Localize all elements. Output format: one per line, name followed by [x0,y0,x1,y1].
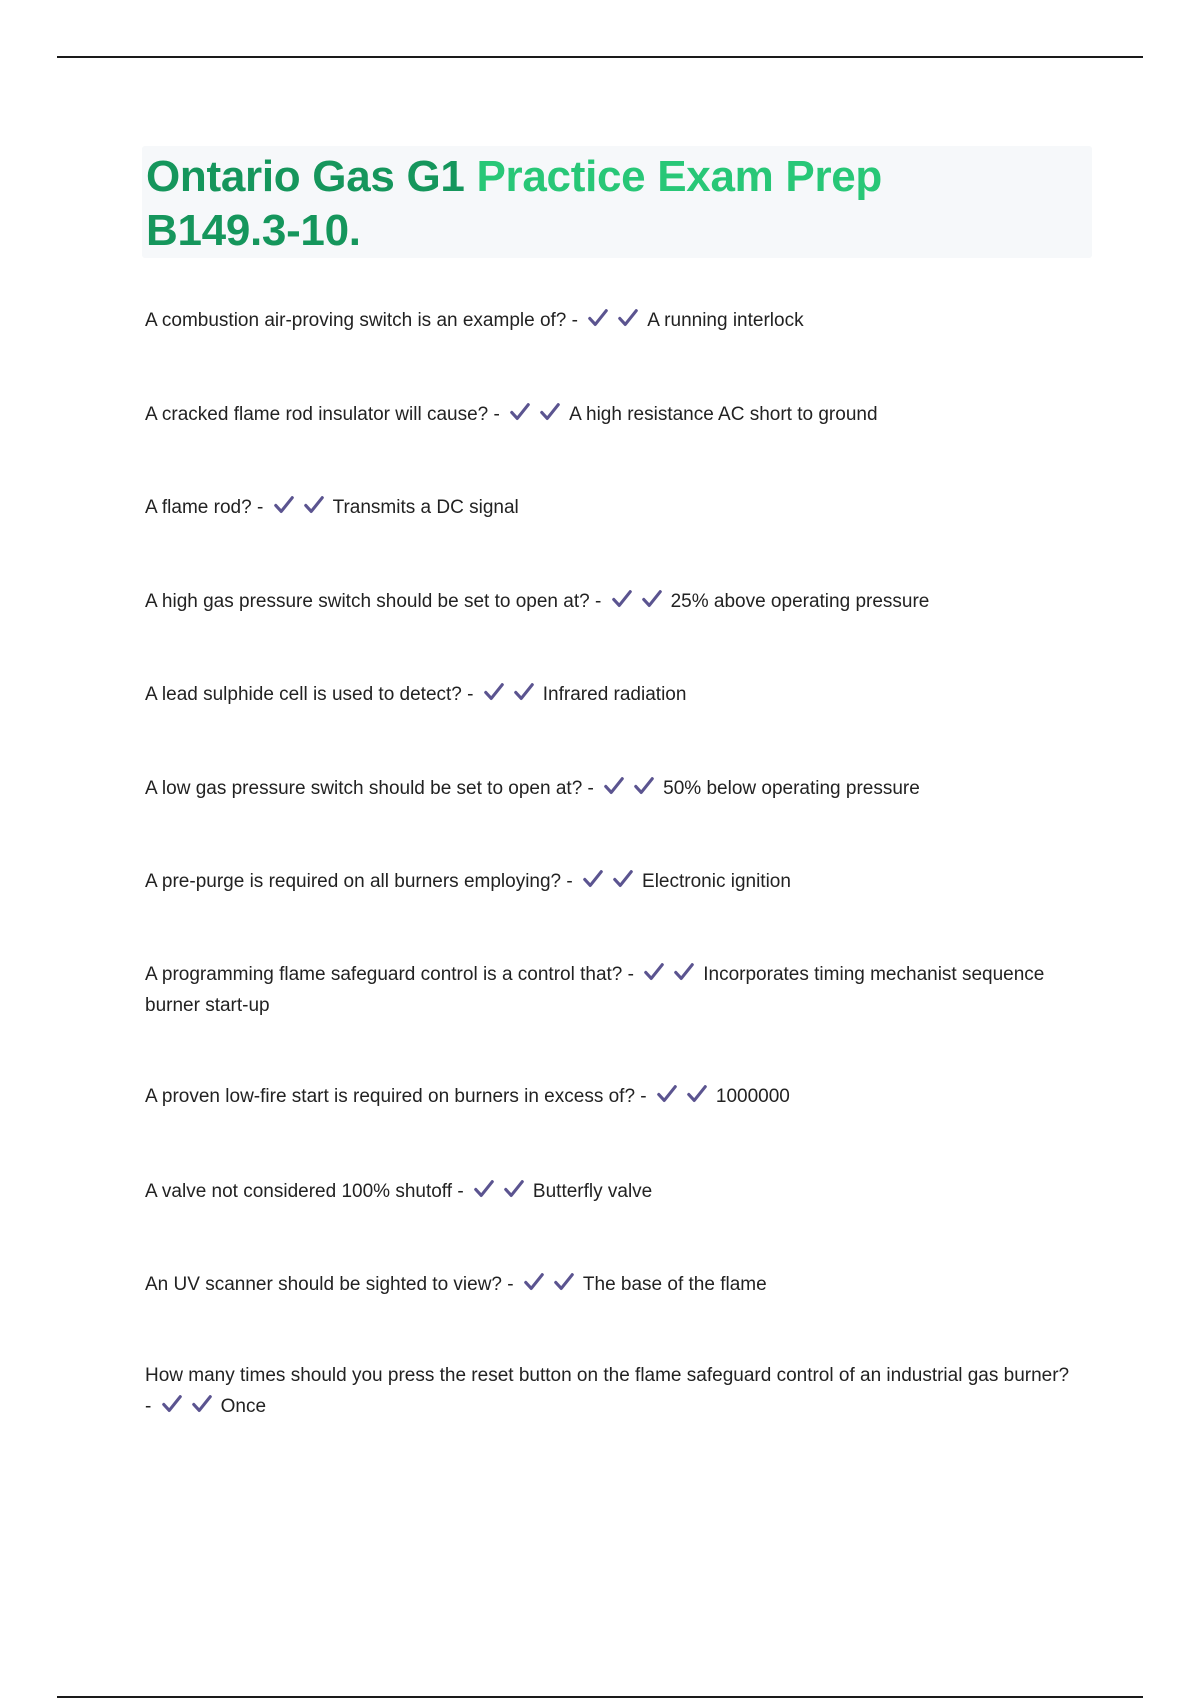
check-icon [617,307,639,329]
separator: - [640,1086,647,1107]
check-icon [686,1083,708,1105]
title-line-2: B149.3-10. [146,206,361,255]
check-icon [612,868,634,890]
check-icon [191,1393,213,1415]
check-icon [633,775,655,797]
question-text: A valve not considered 100% shutoff [145,1181,453,1202]
title-part-2: Practice Exam Prep [476,152,883,201]
check-icon [603,775,625,797]
answer-text: A high resistance AC short to ground [569,404,878,425]
question-text: A cracked flame rod insulator will cause? [145,404,489,425]
question-text: A low gas pressure switch should be set to open at? [145,778,583,799]
answer-text: Transmits a DC signal [332,497,519,518]
qa-item [145,866,1075,897]
answer-text: Infrared radiation [542,684,687,705]
check-icon [641,588,663,610]
check-icon [587,307,609,329]
check-icon [582,868,604,890]
qa-item [145,959,1075,1021]
check-icon [483,681,505,703]
title-banner [142,146,1092,258]
question-text: A programming flame safeguard control is a control that? [145,964,623,985]
separator: - [145,1396,152,1417]
qa-item [145,1081,1075,1112]
question-text: An UV scanner should be sighted to view? [145,1274,502,1295]
question-text: A high gas pressure switch should be set to open at? [145,591,590,612]
check-icon [643,961,665,983]
qa-item [145,1360,1075,1422]
qa-item [145,773,1075,804]
qa-item [145,492,1075,523]
qa-item [145,399,1075,430]
title-part-1: Ontario Gas G1 [146,152,465,201]
check-icon [539,401,561,423]
check-icon [303,494,325,516]
qa-item [145,305,1075,336]
qa-item [145,679,1075,710]
answer-text: 25% above operating pressure [670,591,930,612]
answer-text: Incorporates timing mechanist sequence burner start-up [145,964,1045,1016]
answer-text: Electronic ignition [642,871,791,892]
separator: - [594,591,602,612]
check-icon [503,1178,525,1200]
answer-text: Butterfly valve [532,1181,653,1202]
answer-text: Once [220,1396,267,1417]
bottom-rule [57,1696,1143,1698]
answer-text: 1000000 [715,1086,790,1107]
check-icon [523,1271,545,1293]
separator: - [627,964,634,985]
separator: - [507,1274,514,1295]
question-text: A combustion air-proving switch is an example of? [145,310,567,331]
question-text: A lead sulphide cell is used to detect? [145,684,462,705]
qa-item [145,586,1075,617]
check-icon [509,401,531,423]
question-text: A proven low-fire start is required on burners in excess of? [145,1086,636,1107]
check-icon [273,494,295,516]
qa-item [145,1176,1075,1207]
check-icon [473,1178,495,1200]
separator: - [587,778,594,799]
answer-text: The base of the flame [582,1274,767,1295]
page-title [146,150,1088,258]
question-text: A flame rod? [145,497,252,518]
check-icon [513,681,535,703]
separator: - [566,871,573,892]
check-icon [656,1083,678,1105]
separator: - [256,497,264,518]
check-icon [161,1393,183,1415]
separator: - [493,404,500,425]
check-icon [553,1271,575,1293]
answer-text: A running interlock [647,310,804,331]
check-icon [611,588,633,610]
question-text: A pre-purge is required on all burners employing? [145,871,562,892]
top-rule [57,56,1143,58]
separator: - [467,684,474,705]
separator: - [457,1181,464,1202]
check-icon [673,961,695,983]
qa-item [145,1269,1075,1300]
question-text: How many times should you press the reset button on the flame safeguard control of an industrial gas burner? [145,1365,1070,1386]
answer-text: 50% below operating pressure [663,778,920,799]
separator: - [571,310,578,331]
